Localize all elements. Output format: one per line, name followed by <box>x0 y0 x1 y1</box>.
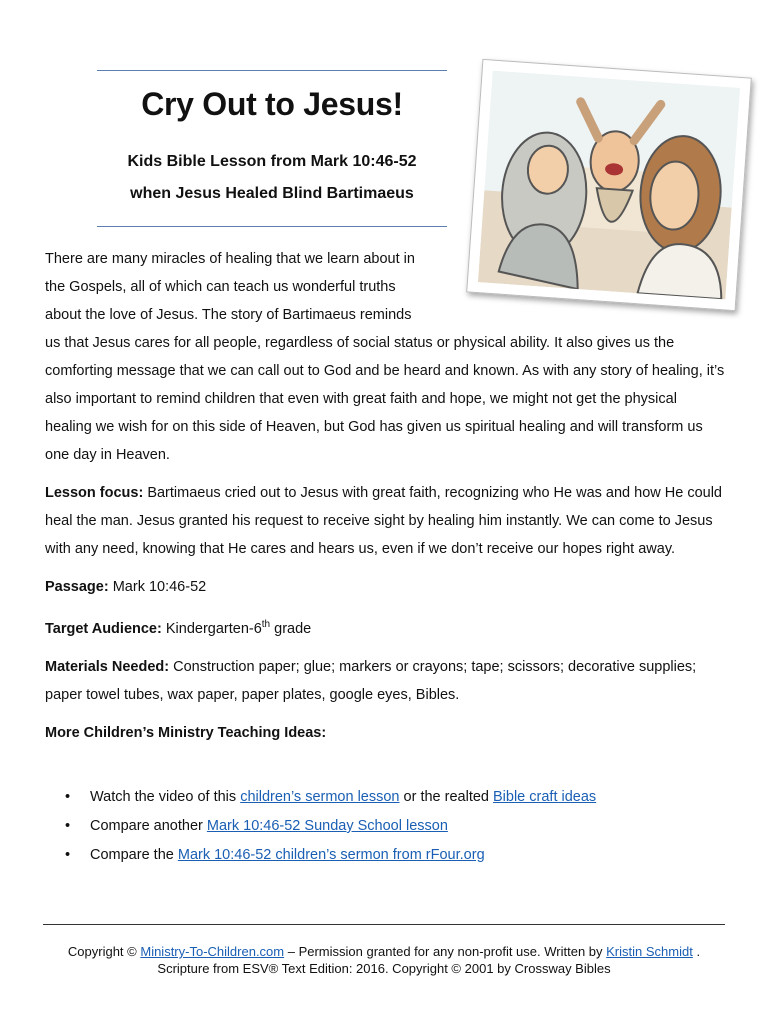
lesson-body <box>45 245 725 757</box>
bullet-icon: • <box>65 847 71 863</box>
audience-paragraph <box>45 611 725 643</box>
subtitle-line-2: when Jesus Healed Blind Bartimaeus <box>130 185 414 202</box>
audience-after: grade <box>270 620 312 637</box>
page-title: Cry Out to Jesus! <box>141 86 403 122</box>
passage-paragraph <box>45 573 725 601</box>
audience-text: Kindergarten-6 <box>161 620 262 637</box>
passage-label: Passage: <box>45 579 109 595</box>
list-item <box>45 812 725 841</box>
intro-line-1: There are many miracles of healing that we learn about in <box>45 251 415 267</box>
footer <box>43 943 725 977</box>
list-item <box>45 783 725 812</box>
list-item-text: Watch the video of this <box>90 789 241 805</box>
sunday-school-lesson-link[interactable]: Mark 10:46-52 Sunday School lesson <box>206 818 448 834</box>
list-item-text: or the realted <box>399 789 493 805</box>
bullet-icon: • <box>65 789 71 805</box>
intro-rest: us that Jesus cares for all people, regardless of social status or physical ability. It also gives us the comforting message that we can call out to God and be heard and known. As with any story of healing, it’s also important to remind children that even with great faith and hope, we might not get the physical healing we wish for on this side of Heaven, but God has given us spiritual healing and will transform us one day in Heaven. <box>45 335 725 463</box>
list-item <box>45 841 725 870</box>
footer-permission-text: – Permission granted for any non-profit use. Written by <box>284 944 607 959</box>
ministry-to-children-link[interactable]: Ministry-To-Children.com <box>140 944 285 959</box>
footer-divider <box>43 924 725 925</box>
materials-label: Materials Needed: <box>45 658 170 675</box>
title-bottom-rule <box>97 226 447 227</box>
lesson-focus-paragraph <box>45 479 725 563</box>
author-link[interactable]: Kristin Schmidt <box>606 944 693 959</box>
footer-line-1 <box>43 943 725 960</box>
page-subtitle <box>97 146 447 210</box>
intro-line-2: the Gospels, all of which can teach us wonderful truths <box>45 279 396 295</box>
footer-copyright-text: Copyright © <box>67 944 141 959</box>
subtitle-line-1: Kids Bible Lesson from Mark 10:46-52 <box>127 153 417 170</box>
materials-paragraph <box>45 653 725 709</box>
bullet-icon: • <box>65 818 71 834</box>
list-item-text: Compare another <box>90 818 207 834</box>
teaching-ideas-list <box>45 783 725 870</box>
intro-line-3: about the love of Jesus. The story of Bartimaeus reminds <box>45 307 412 323</box>
more-ideas-heading <box>45 719 725 747</box>
bible-craft-link[interactable]: Bible craft ideas <box>493 789 597 805</box>
title-top-rule <box>97 70 447 71</box>
intro-paragraph <box>45 245 725 469</box>
rfour-sermon-link[interactable]: Mark 10:46-52 children’s sermon from rFour.org <box>177 847 485 863</box>
more-ideas-title: More Children’s Ministry Teaching Ideas: <box>45 724 327 741</box>
lesson-focus-text: Bartimaeus cried out to Jesus with great faith, recognizing who He was and how He could heal the man. Jesus granted his request to receive sight by healing him instantly. We can come to Jesus with any need, knowing that He cares and hears us, even if we don’t receive our hopes right away. <box>45 485 722 557</box>
lesson-focus-label: Lesson focus: <box>45 485 144 501</box>
passage-text: Mark 10:46-52 <box>108 579 207 595</box>
audience-label: Target Audience: <box>45 620 162 637</box>
audience-superscript: th <box>261 619 271 630</box>
childrens-sermon-link[interactable]: children’s sermon lesson <box>240 789 400 805</box>
materials-text: Construction paper; glue; markers or crayons; tape; scissors; decorative supplies; paper towel tubes, wax paper, paper plates, google eyes, Bibles. <box>45 658 697 703</box>
list-item-text: Compare the <box>90 847 178 863</box>
footer-end-text: . <box>692 944 701 959</box>
footer-line-2: Scripture from ESV® Text Edition: 2016. Copyright © 2001 by Crossway Bibles <box>157 961 611 976</box>
